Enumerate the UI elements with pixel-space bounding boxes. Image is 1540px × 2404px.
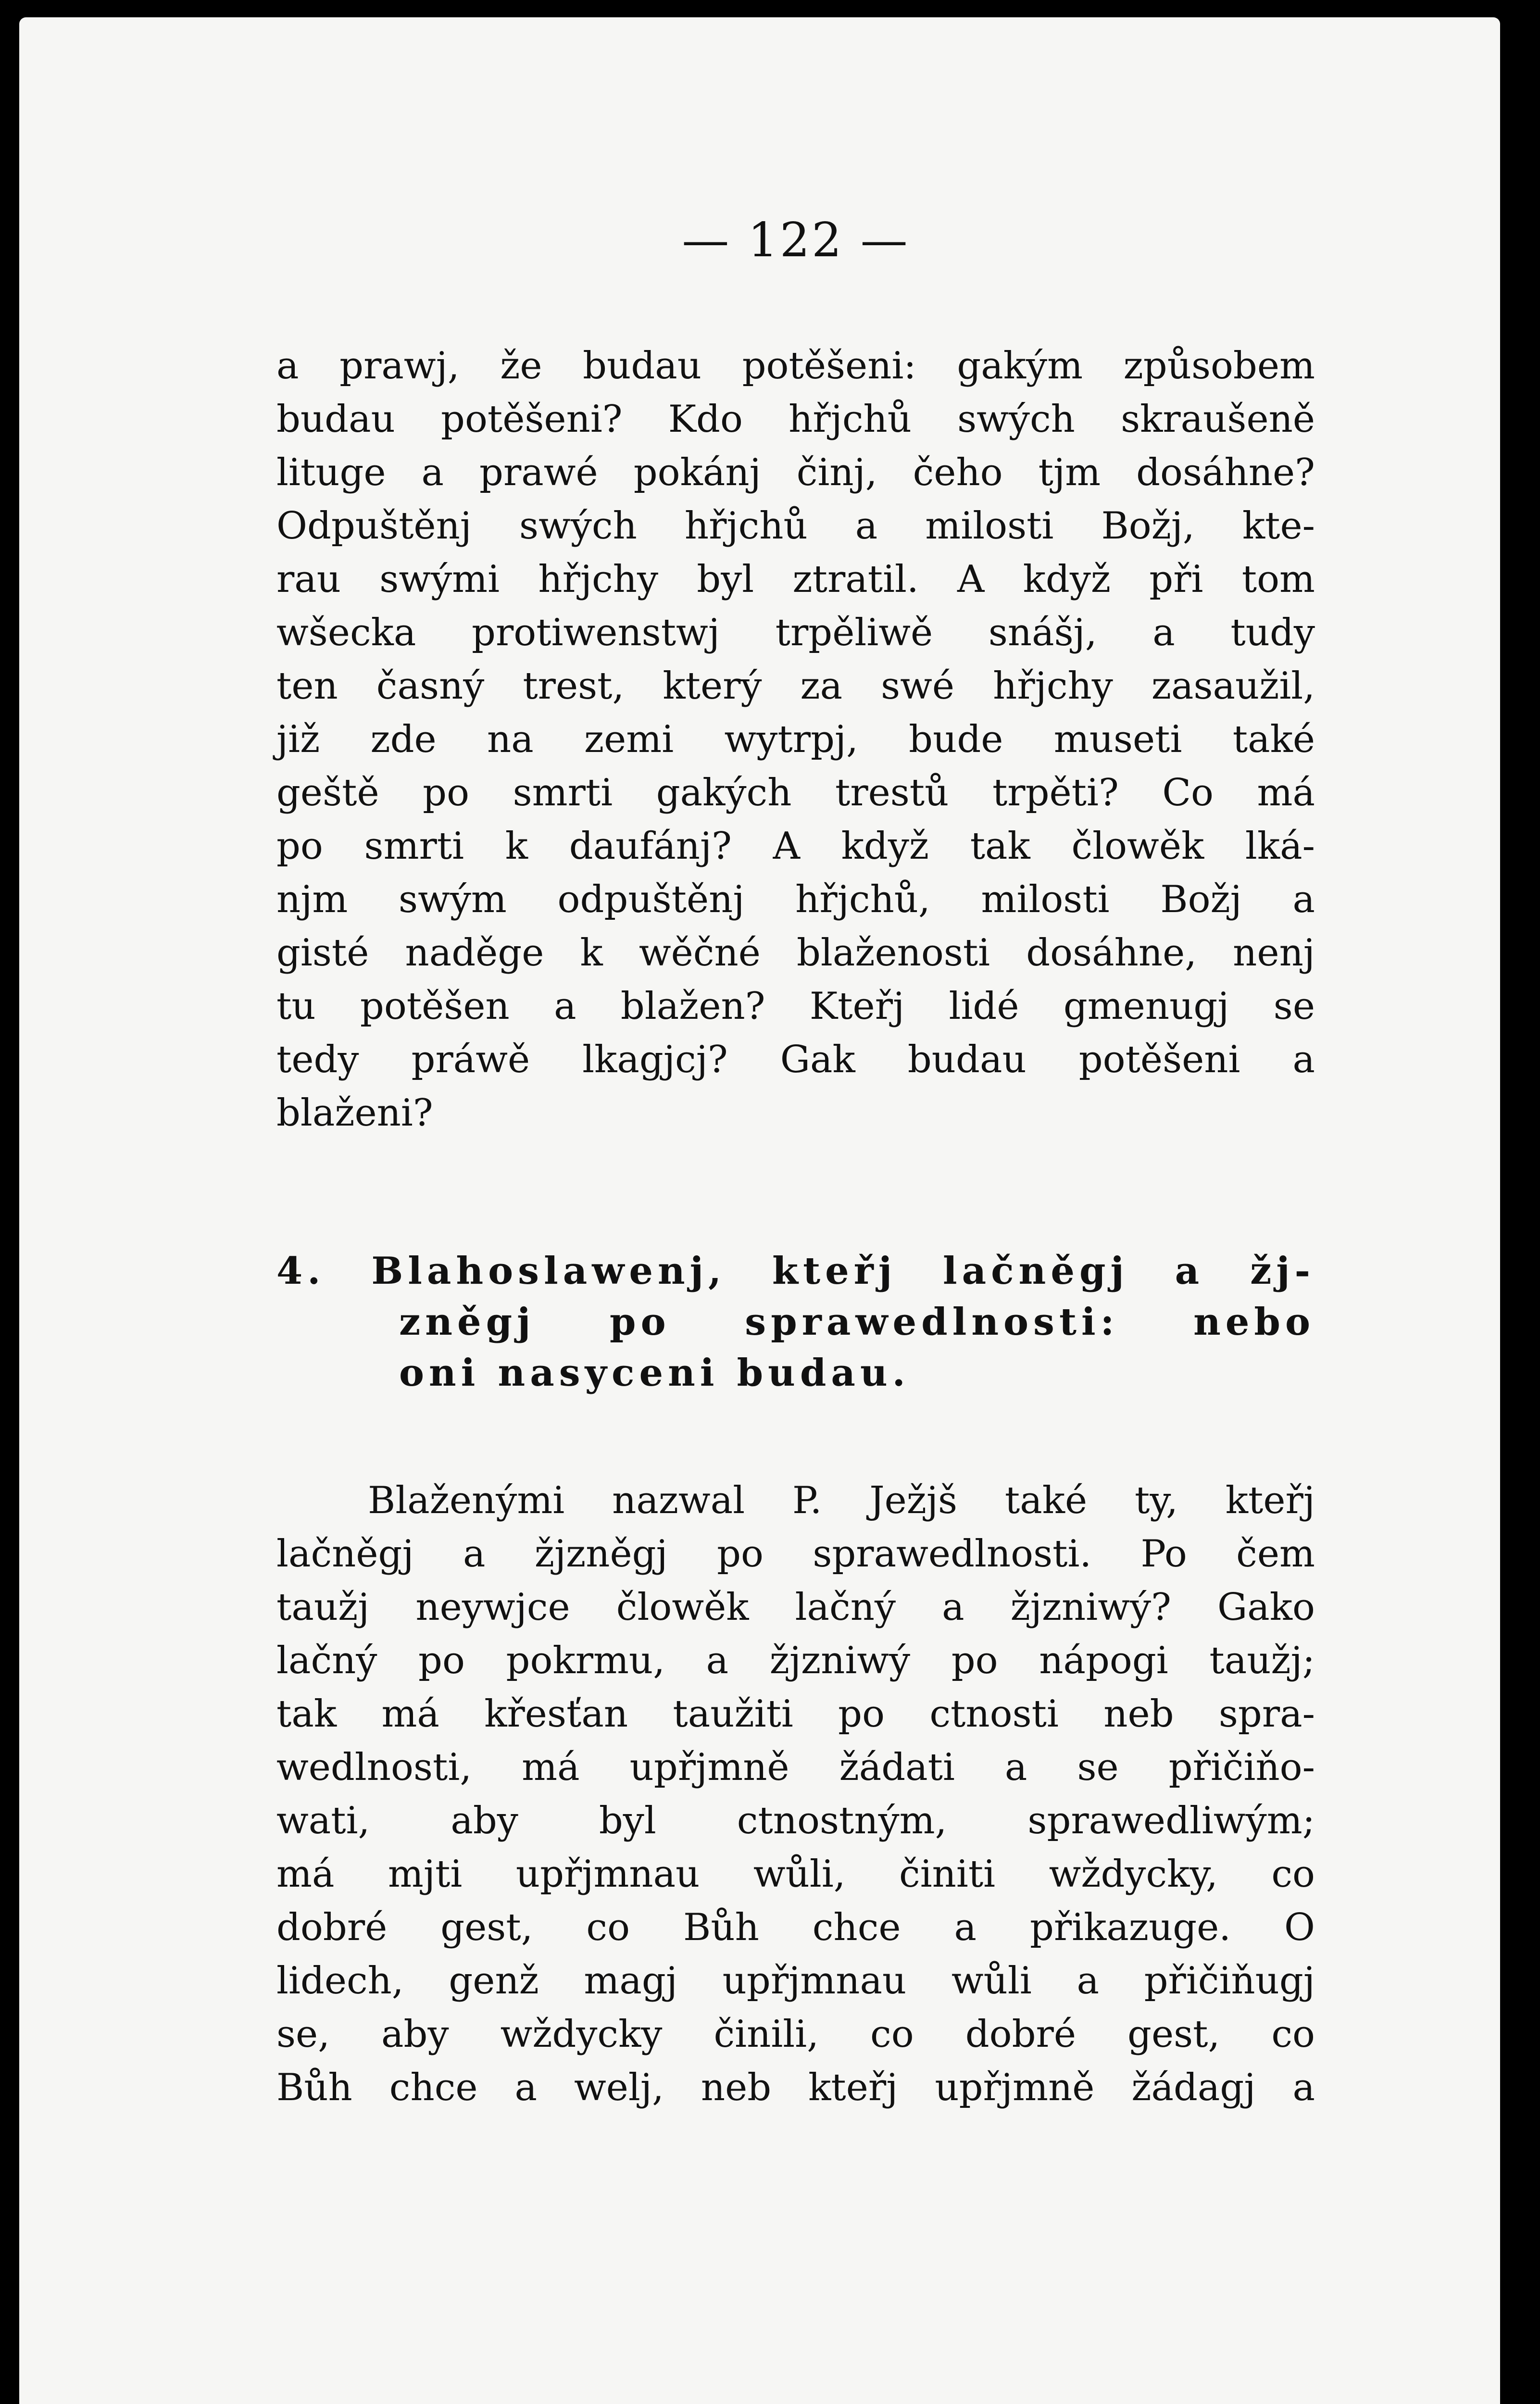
text-line: a prawj, že budau potěšeni: gakým způsobem — [276, 344, 1315, 388]
text-line: tak má křesťan taužiti po ctnosti neb spra- — [276, 1692, 1315, 1736]
text-line: rau swými hřjchy byl ztratil. A když při tom — [276, 558, 1315, 601]
text-line: lidech, genž magj upřjmnau wůli a přičiňugj — [276, 1959, 1315, 2003]
text-line: Bůh chce a welj, neb kteřj upřjmně žádagj a — [276, 2066, 1315, 2109]
text-line: již zde na zemi wytrpj, bude museti také — [276, 718, 1315, 761]
text-line: wšecka protiwenstwj trpěliwě snášj, a tudy — [276, 611, 1315, 654]
heading-line: 4. Blahoslawenj, kteřj lačněgj a žj- — [276, 1249, 1315, 1293]
beatitude-heading — [276, 1246, 1315, 1399]
text-line: blaženi? — [276, 1091, 433, 1135]
text-line: Odpuštěnj swých hřjchů a milosti Božj, kte- — [276, 504, 1315, 548]
text-line: geště po smrti gakých trestů trpěti? Co má — [276, 771, 1315, 814]
text-line: se, aby wždycky činili, co dobré gest, co — [276, 2013, 1315, 2056]
text-line: budau potěšeni? Kdo hřjchů swých skraušeně — [276, 398, 1315, 441]
text-line: tu potěšen a blažen? Kteřj lidé gmenugj se — [276, 985, 1315, 1028]
text-line: wati, aby byl ctnostným, sprawedliwým; — [276, 1799, 1315, 1842]
page-number: — 122 — — [682, 213, 910, 268]
text-line: njm swým odpuštěnj hřjchů, milosti Božj a — [276, 878, 1315, 921]
text-line: po smrti k daufánj? A když tak člowěk lká- — [276, 825, 1315, 868]
heading-line: oni nasyceni budau. — [399, 1351, 910, 1395]
text-line: Blaženými nazwal P. Ježjš také ty, kteřj — [368, 1479, 1315, 1522]
heading-line: zněgj po sprawedlnosti: nebo — [399, 1300, 1315, 1344]
text-line: lituge a prawé pokánj činj, čeho tjm dosáhne? — [276, 451, 1315, 494]
text-line: dobré gest, co Bůh chce a přikazuge. O — [276, 1906, 1315, 1949]
text-line: má mjti upřjmnau wůli, činiti wždycky, co — [276, 1853, 1315, 1896]
text-line: tedy práwě lkagjcj? Gak budau potěšeni a — [276, 1038, 1315, 1081]
text-line: lačněgj a žjzněgj po sprawedlnosti. Po čem — [276, 1532, 1315, 1576]
paragraph-1 — [276, 339, 1315, 1140]
text-line: ten časný trest, který za swé hřjchy zasaužil, — [276, 664, 1315, 708]
book-page — [19, 17, 1500, 2404]
paragraph-2 — [276, 1474, 1315, 2115]
text-line: taužj neywjce člowěk lačný a žjzniwý? Gako — [276, 1586, 1315, 1629]
text-line: gisté naděge k wěčné blaženosti dosáhne, nenj — [276, 931, 1315, 975]
text-line: wedlnosti, má upřjmně žádati a se přičiňo- — [276, 1746, 1315, 1789]
text-line: lačný po pokrmu, a žjzniwý po nápogi taužj; — [276, 1639, 1315, 1682]
